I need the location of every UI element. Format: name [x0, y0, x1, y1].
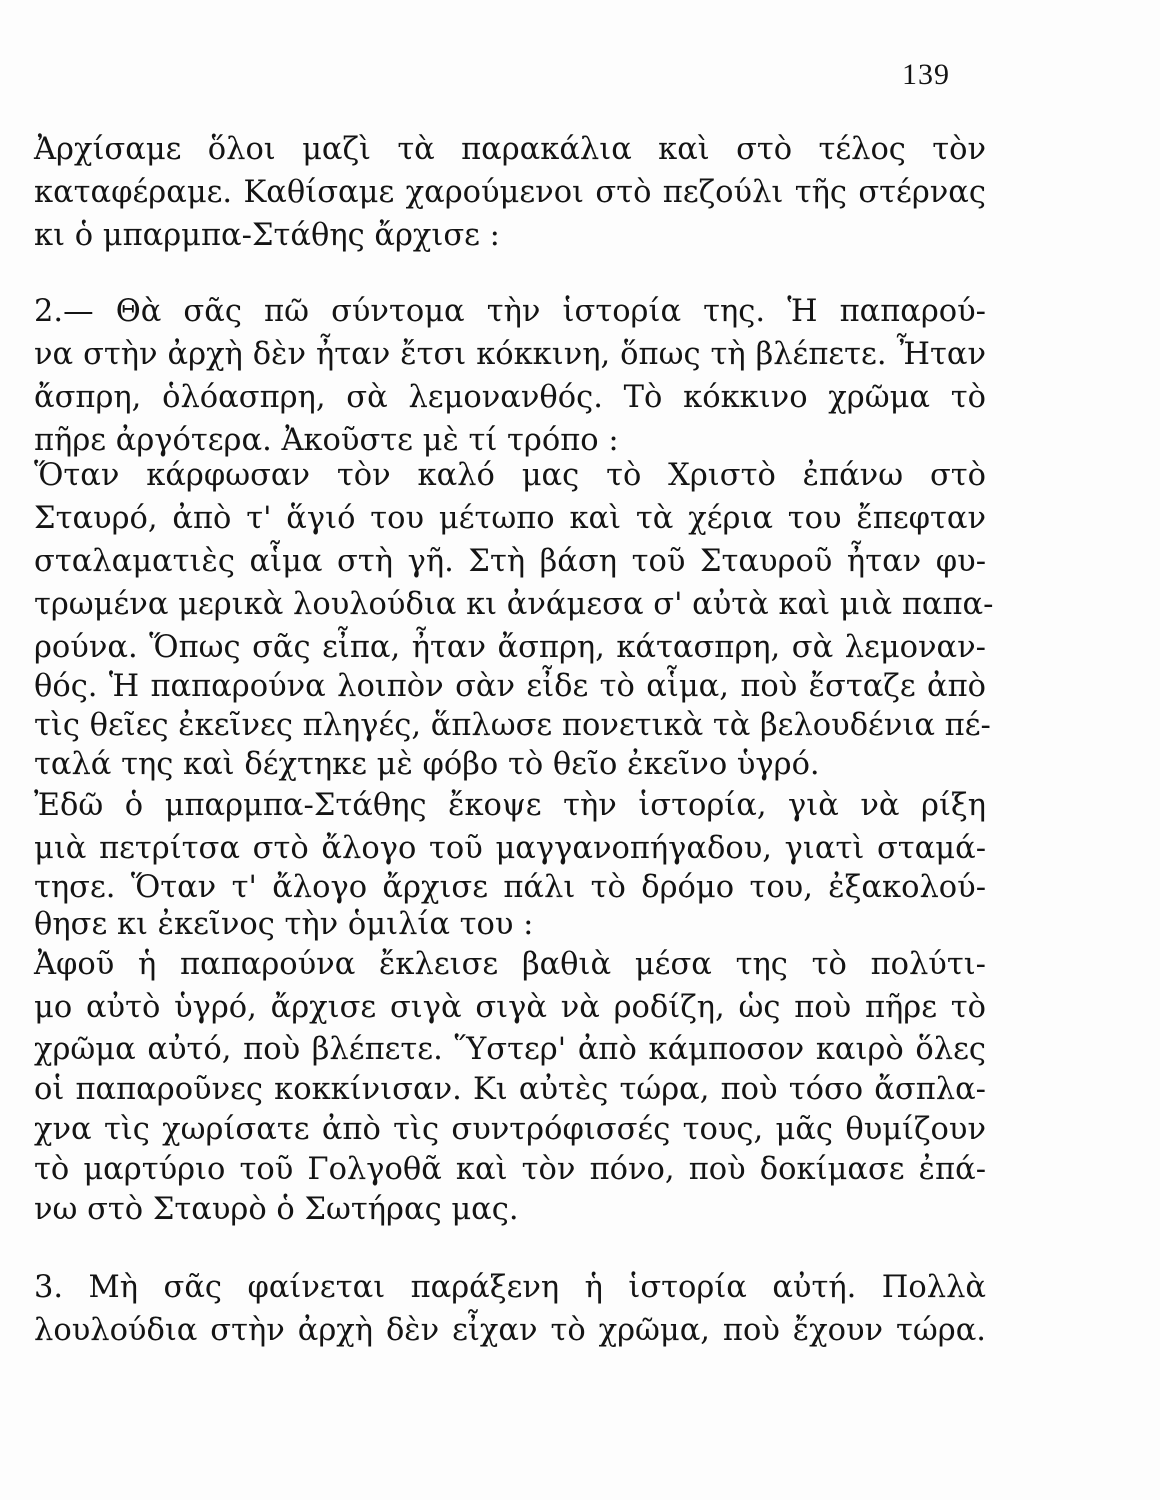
text-line: τρωμένα μερικὰ λουλούδια κι ἀνάμεσα σ' αὐτὰ καὶ μιὰ παπα-: [34, 587, 994, 622]
text-line: λουλούδια στὴν ἀρχὴ δὲν εἶχαν τὸ χρῶμα, ποὺ ἔχουν τώρα.: [34, 1313, 986, 1348]
text-line: νω στὸ Σταυρὸ ὁ Σωτήρας μας.: [34, 1192, 519, 1227]
text-line: πῆρε ἀργότερα. Ἀκοῦστε μὲ τί τρόπο :: [34, 423, 619, 458]
text-line: ταλά της καὶ δέχτηκε μὲ φόβο τὸ θεῖο ἐκεῖνο ὑγρό.: [34, 747, 820, 782]
text-line: Ὅταν κάρφωσαν τὸν καλό μας τὸ Χριστὸ ἐπάνω στὸ: [34, 458, 986, 493]
text-line: χνα τὶς χωρίσατε ἀπὸ τὶς συντρόφισσές τους, μᾶς θυμίζουν: [34, 1112, 986, 1147]
text-line: 3. Μὴ σᾶς φαίνεται παράξενη ἡ ἱστορία αὐτή. Πολλὰ: [34, 1270, 986, 1305]
text-line: τὶς θεῖες ἐκεῖνες πληγές, ἅπλωσε πονετικὰ τὰ βελουδένια πέ-: [34, 708, 991, 743]
text-line: κι ὁ μπαρμπα-Στάθης ἄρχισε :: [34, 218, 500, 253]
page-number: 139: [902, 58, 950, 91]
text-line: ρούνα. Ὅπως σᾶς εἶπα, ἦταν ἄσπρη, κάτασπρη, σὰ λεμοναν-: [34, 630, 986, 665]
text-line: ἄσπρη, ὁλόασπρη, σὰ λεμονανθός. Τὸ κόκκινο χρῶμα τὸ: [34, 380, 986, 415]
text-line: να στὴν ἀρχὴ δὲν ἦταν ἔτσι κόκκινη, ὅπως τὴ βλέπετε. Ἦταν: [34, 337, 986, 372]
text-line: χρῶμα αὐτό, ποὺ βλέπετε. Ὕστερ' ἀπὸ κάμποσον καιρὸ ὅλες: [34, 1032, 986, 1067]
text-line: τησε. Ὅταν τ' ἄλογο ἄρχισε πάλι τὸ δρόμο του, ἐξακολού-: [34, 870, 986, 905]
text-line: τὸ μαρτύριο τοῦ Γολγοθᾶ καὶ τὸν πόνο, ποὺ δοκίμασε ἐπά-: [34, 1152, 986, 1187]
text-line: θησε κι ἐκεῖνος τὴν ὁμιλία του :: [34, 907, 534, 942]
text-line: Σταυρό, ἀπὸ τ' ἅγιό του μέτωπο καὶ τὰ χέρια του ἔπεφταν: [34, 501, 986, 536]
text-line: καταφέραμε. Καθίσαμε χαρούμενοι στὸ πεζούλι τῆς στέρνας: [34, 175, 986, 210]
text-line: μο αὐτὸ ὑγρό, ἄρχισε σιγὰ σιγὰ νὰ ροδίζη, ὡς ποὺ πῆρε τὸ: [34, 990, 986, 1025]
text-line: Ἀφοῦ ἡ παπαρούνα ἔκλεισε βαθιὰ μέσα της τὸ πολύτι-: [34, 947, 986, 982]
text-line: σταλαματιὲς αἷμα στὴ γῆ. Στὴ βάση τοῦ Σταυροῦ ἦταν φυ-: [34, 544, 986, 579]
text-line: οἱ παπαροῦνες κοκκίνισαν. Κι αὐτὲς τώρα, ποὺ τόσο ἄσπλα-: [34, 1072, 986, 1107]
text-line: θός. Ἡ παπαρούνα λοιπὸν σὰν εἶδε τὸ αἷμα, ποὺ ἔσταζε ἀπὸ: [34, 669, 986, 704]
text-line: μιὰ πετρίτσα στὸ ἄλογο τοῦ μαγγανοπήγαδου, γιατὶ σταμά-: [34, 831, 986, 866]
text-line: Ἀρχίσαμε ὅλοι μαζὶ τὰ παρακάλια καὶ στὸ τέλος τὸν: [34, 132, 986, 167]
text-line: 2.— Θὰ σᾶς πῶ σύντομα τὴν ἱστορία της. Ἡ παπαρού-: [34, 294, 986, 329]
text-line: Ἐδῶ ὁ μπαρμπα-Στάθης ἔκοψε τὴν ἱστορία, γιὰ νὰ ρίξη: [34, 788, 986, 823]
